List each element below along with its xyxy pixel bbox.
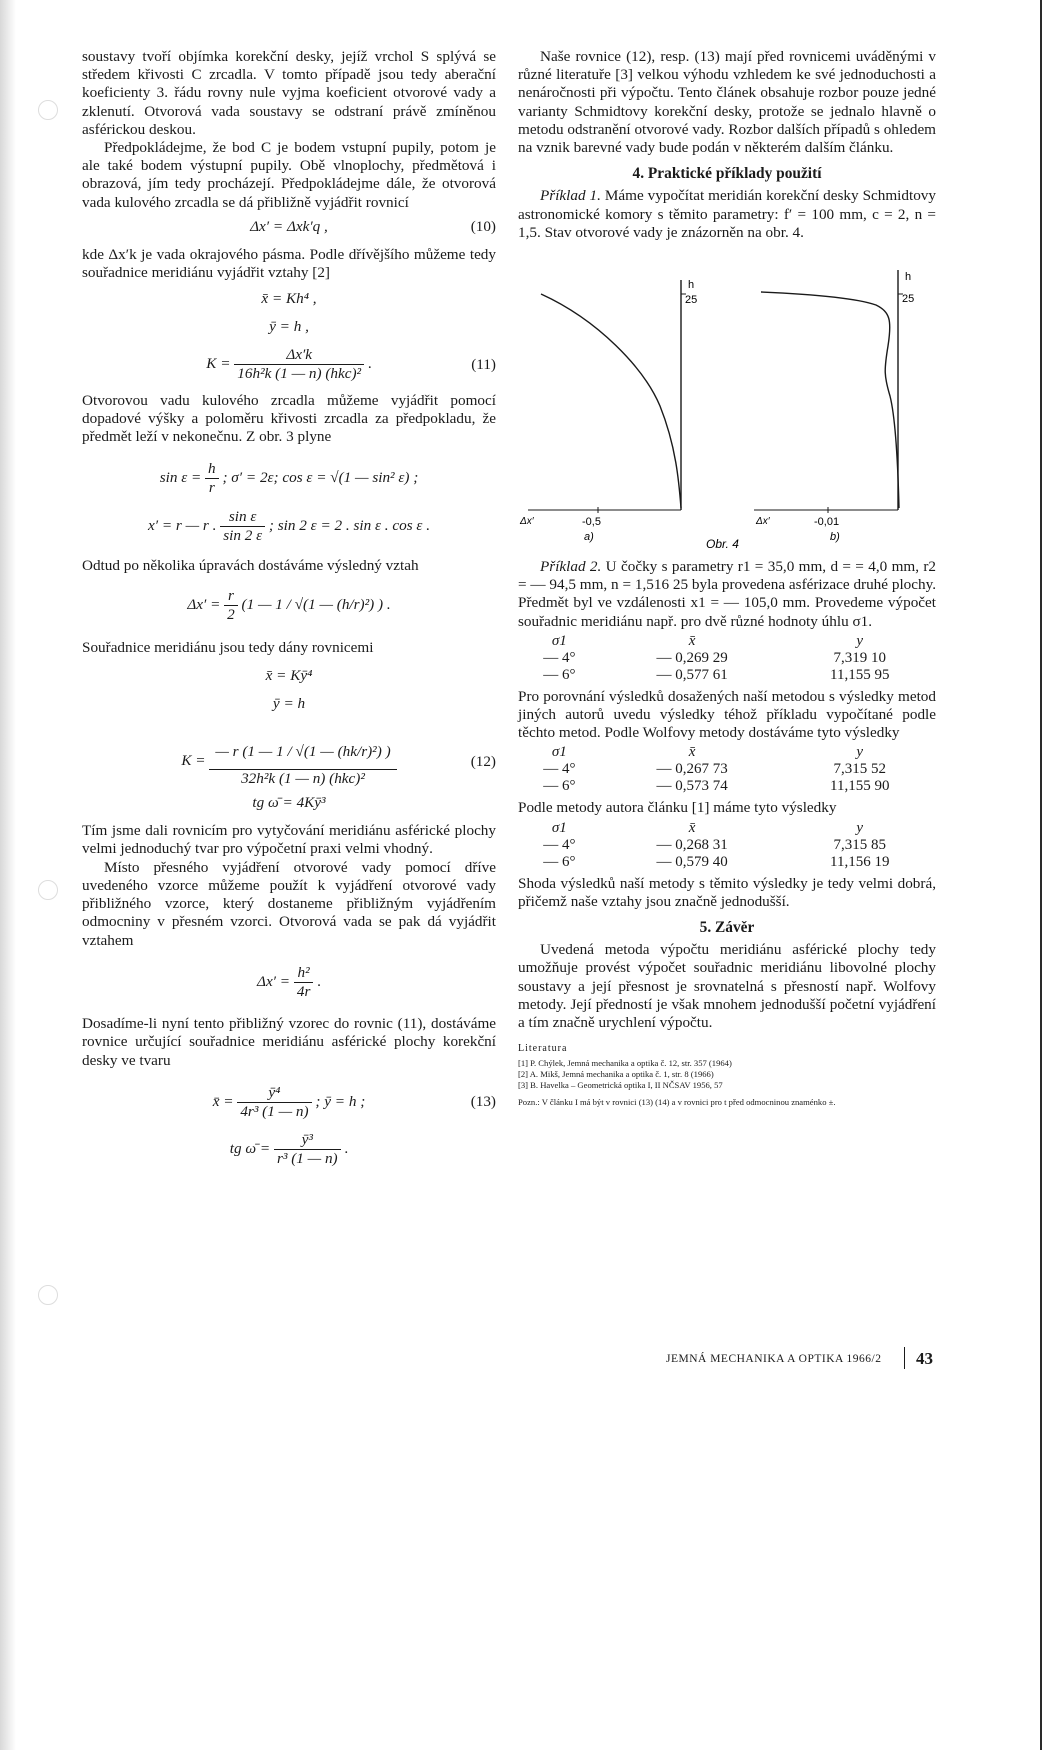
equation-number: (11) [471,355,496,373]
denominator: 2 [227,606,235,624]
axis-label-x-a: Δx′ [520,516,534,528]
table-header-row [518,744,936,761]
table-row [518,667,936,684]
paragraph: Předpokládejme, že bod C je bodem vstupní pupily, potom je ale také bodem výstupní pupily. Obě vlnoplochy, předmětová i obrazová, jím tedy procházejí. Předpokládejme dále, že otvorová vada kulového zrcadla se dá přibližně vyjádřit rovnicí [82,139,496,211]
equation-lhs: Δx′ = [257,972,291,990]
paragraph [518,187,936,242]
numerator: r [224,587,238,606]
punch-hole [38,1285,58,1305]
numerator: sin ε [220,508,265,527]
fraction [234,346,364,383]
figure-caption: Obr. 4 [706,537,739,551]
table-row [518,778,936,795]
table-cell: 11,155 90 [830,778,890,795]
table-cell: — 4° [543,761,576,778]
equation-11: K = $\frac{\Delta x'k}{\text{16h²k (1 — n) (hkc)²}}$ . (11) [206,346,496,383]
table-header-cell: x̄ [688,819,696,836]
denominator: 16h²k (1 — n) (hkc)² [237,365,362,383]
table-cell: — 0,577 61 [656,666,728,683]
fraction [205,460,219,497]
curve-b [761,292,899,508]
table-header-cell: σ1 [551,632,567,649]
fraction [209,735,396,788]
equation-body: ȳ = h [272,694,306,712]
journal-footer: JEMNÁ MECHANIKA A OPTIKA 1966/2 [666,1353,882,1365]
equation-10 [82,218,496,240]
example-text: U čočky s parametry r1 = 35,0 mm, d = = 4,0 mm, r2 = — 94,5 mm, n = 1,516 25 byla provedena asférizace druhé plochy. Předmět byl ve vzdálenosti x1 = — 105,0 mm. Provedeme výpočet souřadnic meridiánu např. pro dvě různé hodnoty úhlu σ1. [518,558,937,630]
table-row [518,650,936,667]
equation-number: (10) [470,217,496,235]
table-header-cell: σ1 [551,744,567,761]
numerator: — r (1 — 1 / √(1 — (hk/r)²) ) [209,735,396,770]
table-header-cell: y [856,819,864,836]
table-cell: — 0,579 40 [656,853,728,870]
equation-rest: (1 — 1 / √(1 — (h/r)²) ) . [241,596,391,614]
footer-divider [904,1347,905,1369]
paragraph: Pro porovnání výsledků dosažených naší metodou s výsledky metod jiných autorů uvedu výsledky téhož příkladu vypočítané podle těchto metod. Podle Wolfovy metody dostáváme tyto výsledky [518,687,936,742]
denominator: r³ (1 — n) [276,1150,338,1168]
paragraph: soustavy tvoří objímka korekční desky, jejíž vrchol S splývá se středem křivosti C zrcadla. V tomto případě jsou tedy aberační koeficienty 3. řádu rovny nule vyjma koeficient otvorové vady a zklenutí. Otvorová vada soustavy se odstraní právě zmíněnou asférickou deskou. [82,48,496,138]
references-heading: Literatura [518,1043,568,1055]
paragraph: Dosadíme-li nyní tento přibližný vzorec do rovnic (11), dostáváme rovnice určující souřadnice meridiánu asférické plochy korekční desky ve tvaru [82,1015,496,1069]
numerator: ȳ⁴ [237,1084,311,1103]
right-column [518,48,936,1108]
equation-12 [82,735,496,788]
equation-x [82,508,496,545]
numerator: h [205,460,219,479]
paragraph: kde Δx′k je vada okrajového pásma. Podle dřívějšího můžeme tedy souřadnice meridiánu vyjádřit vztahy [2] [82,245,496,282]
equation-12c [82,794,496,816]
equation-number: (12) [470,752,496,770]
equation-end: . [317,972,321,990]
equation-body: x̄ = Kȳ⁴ [265,666,313,684]
numerator: ȳ³ [274,1131,341,1150]
punch-hole [38,880,58,900]
equation-body: tg ω̄ = 4Kȳ³ [252,794,326,812]
equation-11b [82,318,496,340]
axis-label-x-b: Δx′ [756,516,770,528]
equation-lhs: sin ε = [159,469,202,487]
table-row [518,837,936,854]
denominator: 4r³ (1 — n) [240,1102,309,1120]
equation-rest: ; ȳ = h ; [315,1092,366,1110]
punch-hole [38,100,58,120]
scan-border [1040,0,1042,1750]
equation-body: x̄ = Kh⁴ , [261,290,317,308]
denominator: 4r [296,982,311,1000]
fraction [224,587,238,624]
numerator: h² [294,964,314,983]
curve-a [541,294,681,508]
table-cell: 11,156 19 [830,853,890,870]
equation-rest: ; σ′ = 2ε; cos ε = √(1 — sin² ε) ; [222,469,419,487]
equation-12a [82,667,496,689]
table-row [518,854,936,871]
results-table-2 [518,744,936,795]
page-number: 43 [916,1349,933,1368]
table-header-cell: y [856,744,864,761]
equation-rest: ; sin 2 ε = 2 . sin ε . cos ε . [268,516,430,534]
tick-label-a: 25 [685,294,698,307]
example-label: Příklad 1. [540,187,601,205]
table-header-cell: σ1 [551,819,567,836]
reference-item: [2] A. Mikš, Jemná mechanika a optika č. 1, str. 8 (1966) [518,1069,714,1080]
section-heading: 5. Závěr [699,919,755,937]
paragraph: Tím jsme dali rovnicím pro vytyčování meridiánu asférické plochy velmi jednoduchý tvar pro výpočetní praxi velmi vhodný. [82,822,496,858]
table-cell: 7,319 10 [833,649,886,666]
equation-13b [82,1131,496,1168]
equation-lhs: x′ = r — r . [147,516,217,534]
table-header-row [518,633,936,650]
scan-edge [0,0,16,1750]
equation-13 [82,1084,496,1121]
equation-lhs: tg ω̄ = [229,1140,271,1158]
paragraph: Odtud po několika úpravách dostáváme výsledný vztah [82,557,419,575]
table-cell: — 4° [543,836,576,853]
table-cell: — 0,267 73 [656,761,728,778]
equation-lhs: K = [206,355,231,373]
figure-4 [518,250,936,550]
numerator: Δx′k [234,346,364,365]
footnote: Pozn.: V článku I má být v rovnici (13) (14) a v rovnici pro t před odmocninou znaménko ±. [518,1097,836,1108]
paragraph: Podle metody autora článku [1] máme tyto výsledky [518,799,837,817]
equation-sin [82,460,496,497]
reference-item: [3] B. Havelka – Geometrická optika I, II NČSAV 1956, 57 [518,1080,723,1091]
fraction [274,1131,341,1168]
paragraph: Shoda výsledků naší metody s těmito výsledky je tedy velmi dobrá, přičemž naše vztahy jsou značně jednodušší. [518,874,936,910]
example-label: Příklad 2. [540,558,602,576]
results-table-3 [518,820,936,871]
fraction [294,964,314,1001]
equation-body: Δx′ = Δxk′q , [250,217,328,235]
table-cell: — 0,269 29 [656,649,728,666]
equation-end: . [344,1140,349,1158]
equation-lhs: Δx′ = [187,596,221,614]
table-cell: — 6° [543,666,576,683]
table-row [518,761,936,778]
table-cell: 7,315 85 [833,836,886,853]
equation-12b [82,695,496,717]
table-cell: — 4° [543,649,576,666]
results-table-1 [518,633,936,684]
fraction [237,1084,311,1121]
paragraph: Místo přesného vyjádření otvorové vady pomocí dříve uvedeného vzorce můžeme použít k vyjádření otvorové vady přibližného vzorce, který dostaneme přibližným vyjádřením odmocniny v přesném vzorci. Otvorová vada se pak dá vyjádřit vztahem [82,858,496,949]
equation-approx [82,964,496,1001]
tick-label-b: 25 [902,293,915,306]
table-cell: — 0,573 74 [656,778,728,795]
fraction [220,508,265,545]
paragraph: Otvorovou vadu kulového zrcadla můžeme vyjádřit pomocí dopadové výšky a poloměru křivosti zrcadla za předpokladu, že předmět leží v nekonečnu. Z obr. 3 plyne [82,391,496,446]
equation-lhs: K = [181,752,206,770]
denominator: 32h²k (1 — n) (hkc)² [241,770,365,788]
subfigure-label-a: a) [584,531,594,544]
example-text: Máme vypočítat meridián korekční desky Schmidtovy astronomické komory s těmito parametry: f′ = 100 mm, c = 2, n = 1,5. Stav otvorové vady je znázorněn na obr. 4. [518,187,936,241]
xtick-label-b: -0,01 [814,516,840,529]
table-header-row [518,820,936,837]
equation-11a [82,290,496,312]
paragraph: Souřadnice meridiánu jsou tedy dány rovnicemi [82,638,374,656]
table-header-cell: x̄ [688,632,696,649]
equation-dx [82,587,496,624]
table-cell: 11,155 95 [830,666,890,683]
reference-item: [1] P. Chýlek, Jemná mechanika a optika č. 12, str. 357 (1964) [518,1058,732,1069]
equation-lhs: x̄ = [212,1092,234,1110]
denominator: r [208,479,215,497]
table-cell: — 0,268 31 [656,836,728,853]
table-cell: — 6° [543,778,576,795]
equation-body: ȳ = h , [269,318,309,336]
table-header-cell: x̄ [688,744,696,761]
paragraph: Uvedená metoda výpočtu meridiánu asférické plochy tedy umožňuje provést výpočet souřadnic meridiánu libovolné plochy soustavy a její přesnost je srovnatelná s přesností např. Wolfovy metody. Její předností je však mnohem jednodušší početní vyjádření a tím značně urychlení výpočtu. [518,941,936,1032]
equation-number: (13) [470,1093,496,1111]
denominator: sin 2 ε [223,526,263,544]
table-header-cell: y [856,632,864,649]
section-heading: 4. Praktické příklady použití [632,165,822,183]
table-cell: 7,315 52 [833,761,886,778]
axis-label-h-a: h [688,279,695,292]
table-cell: — 6° [543,853,576,870]
paragraph: Naše rovnice (12), resp. (13) mají před rovnicemi uváděnými v různé literatuře [3] velkou výhodu vzhledem ke své jednoduchosti a nenáročnosti při výpočtu. Tento článek obsahuje rozbor pouze jedné varianty Schmidtovy korekční desky, protože se jednalo hlavně o metodu odstranění otvorové vady. Rozbor dalších případů s ohledem na vznik barevné vady bude podán v některém dalším článku. [518,48,936,157]
axis-label-h-b: h [905,271,912,284]
paragraph [518,558,936,631]
subfigure-label-b: b) [830,531,840,544]
xtick-label-a: -0,5 [582,516,601,529]
left-column [82,48,496,1177]
